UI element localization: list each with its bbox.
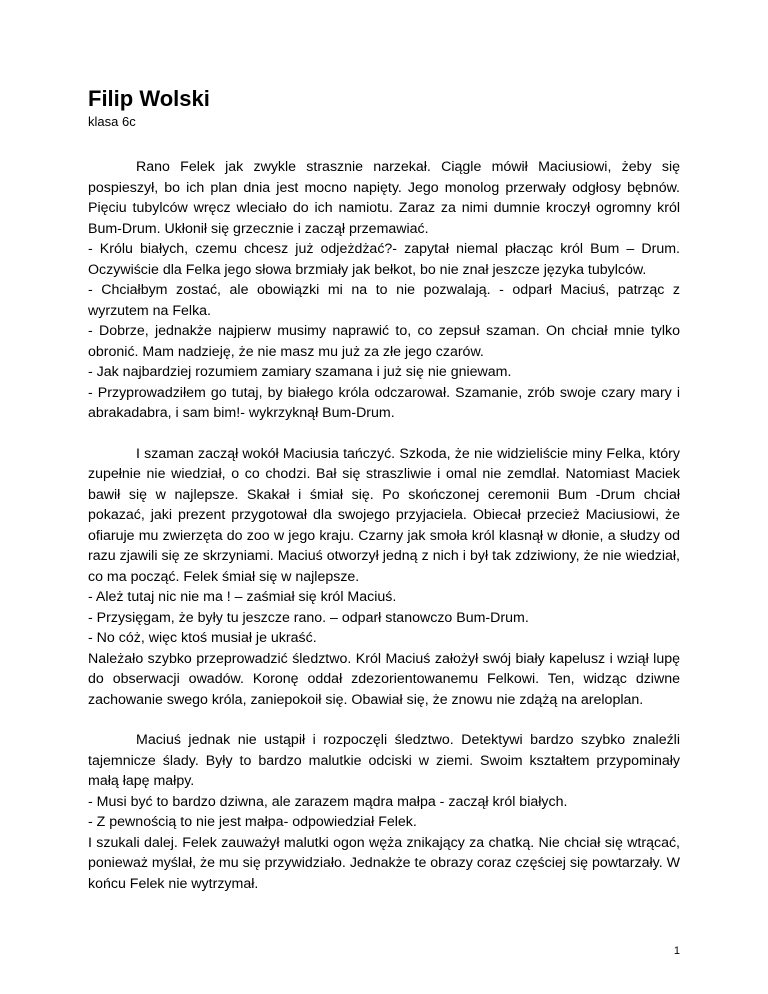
dialogue-line: - Przysięgam, że były tu jeszcze rano. – odparł stanowczo Bum-Drum. [88,609,529,626]
paragraph: Należało szybko przeprowadzić śledztwo. Król Maciuś założył swój biały kapelusz i wziął lupę do obserwacji owadów. Koronę oddał zdezorientowanemu Felkowi. Ten, widząc dziwne zachowanie swego króla, zaniepokoił się. Obawiał się, że znowu nie zdążą na areloplan. [88,650,680,708]
paragraph: Maciuś jednak nie ustąpił i rozpoczęli śledztwo. Detektywi bardzo szybko znaleźli tajemnicze ślady. Były to bardzo malutkie odciski w ziemi. Swoim kształtem przypominały małą łapę małpy. [88,732,680,789]
paragraph: I szukali dalej. Felek zauważył malutki ogon węża znikający za chatką. Nie chciał się wtrącać, ponieważ myślał, że mu się przywidziało. Jednakże te obrazy coraz częściej się powtarzały. W końcu Felek nie wytrzymał. [88,834,680,892]
dialogue-line: - No cóż, więc ktoś musiał je ukraść. [88,630,317,646]
class-label: klasa 6c [88,114,136,129]
page-number: 1 [673,945,680,957]
dialogue-line: - Musi być to bardzo dziwna, ale zarazem mądra małpa - zaczął król białych. [88,793,568,810]
story-text [88,157,680,894]
dialogue-line: - Dobrze, jednakże najpierw musimy naprawić to, co zepsuł szaman. On chciał mnie tylko obronić. Mam nadzieję, że nie masz mu już za złe jego czarów. [88,323,680,360]
paragraph: Rano Felek jak zwykle strasznie narzekał. Ciągle mówił Maciusiowi, żeby się pospieszył, bo ich plan dnia jest mocno napięty. Jego monolog przerwały odgłosy bębnów. Pięciu tubylców wręcz wleciało do ich namiotu. Zaraz za nimi dumnie kroczył ogromny król Bum-Drum. Ukłonił się grzecznie i zaczął przemawiać. [88,159,680,237]
dialogue-line: - Z pewnością to nie jest małpa- odpowiedział Felek. [88,814,417,830]
paragraph: I szaman zaczął wokół Maciusia tańczyć. Szkoda, że nie widzieliście miny Felka, który zupełnie nie wiedział, o co chodzi. Bał się straszliwie i omal nie zemdlał. Natomiast Maciek bawił się w najlepsze. Skakał i śmiał się. Po skończonej ceremonii Bum -Drum chciał pokazać, jaki prezent przygotował dla swojego przyjaciela. Obiecał przecież Maciusiowi, że ofiaruje mu zwierzęta do zoo w jego kraju. Czarny jak smoła król klasnął w dłonie, a słudzy od razu zjawili się ze skrzyniami. Maciuś otworzył jedną z nich i był tak zdziwiony, że nie wiedział, co ma począć. Felek śmiał się w najlepsze. [88,445,680,585]
author-name: Filip Wolski [88,86,210,111]
dialogue-line: - Przyprowadziłem go tutaj, by białego króla odczarował. Szamanie, zrób swoje czary mary i abrakadabra, i sam bim!- wykrzyknął Bum-Drum. [88,384,680,421]
dialogue-line: - Królu białych, czemu chcesz już odjeżdżać?- zapytał niemal płacząc król Bum – Drum. Oczywiście dla Felka jego słowa brzmiały jak bełkot, bo nie znał jeszcze języka tubylców. [88,241,680,278]
dialogue-line: - Ależ tutaj nic nie ma ! – zaśmiał się król Maciuś. [88,589,397,605]
dialogue-line: - Chciałbym zostać, ale obowiązki mi na to nie pozwalają. - odparł Maciuś, patrząc z wyrzutem na Felka. [88,282,680,319]
dialogue-line: - Jak najbardziej rozumiem zamiary szamana i już się nie gniewam. [88,364,512,380]
